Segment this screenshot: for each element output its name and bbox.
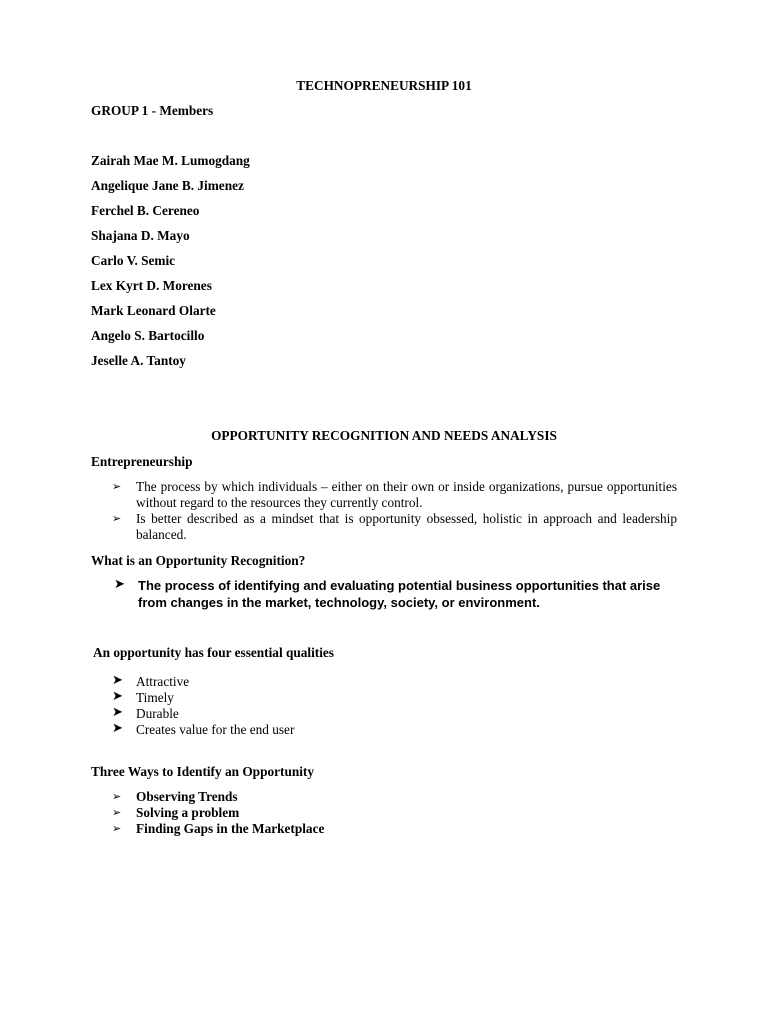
member-name: Zairah Mae M. Lumogdang bbox=[91, 153, 250, 168]
arrowhead-bullet-icon: ➤ bbox=[112, 705, 123, 720]
section-title: OPPORTUNITY RECOGNITION AND NEEDS ANALYSIS bbox=[211, 428, 557, 443]
entrepreneurship-heading: Entrepreneurship bbox=[91, 454, 193, 469]
member-name: Angelo S. Bartocillo bbox=[91, 328, 205, 343]
member-name: Angelique Jane B. Jimenez bbox=[91, 178, 244, 193]
qualities-heading: An opportunity has four essential qualities bbox=[93, 645, 334, 660]
bullet-text: Creates value for the end user bbox=[136, 722, 295, 737]
arrowhead-bullet-icon: ➢ bbox=[112, 512, 122, 525]
group-label: GROUP 1 - Members bbox=[91, 103, 214, 118]
arrowhead-bullet-icon: ➤ bbox=[112, 673, 123, 688]
arrowhead-bullet-icon: ➤ bbox=[112, 721, 123, 736]
bullet-text: Observing Trends bbox=[136, 789, 238, 804]
bullet-text: Timely bbox=[136, 690, 174, 705]
bullet-text: The process of identifying and evaluating potential business opportunities that arise from changes in the market, technology, society, or environment. bbox=[138, 578, 661, 610]
member-name: Ferchel B. Cereneo bbox=[91, 203, 200, 218]
member-name: Mark Leonard Olarte bbox=[91, 303, 216, 318]
bullet-text: Is better described as a mindset that is opportunity obsessed, holistic in approach and leadership balanced. bbox=[136, 511, 677, 542]
arrowhead-bullet-icon: ➢ bbox=[112, 790, 122, 803]
bullet-text: Attractive bbox=[136, 674, 190, 689]
arrowhead-bullet-icon: ➢ bbox=[112, 822, 122, 835]
bullet-text: Durable bbox=[136, 706, 179, 721]
member-name: Shajana D. Mayo bbox=[91, 228, 190, 243]
bullet-text: Finding Gaps in the Marketplace bbox=[136, 821, 325, 836]
arrowhead-bullet-icon: ➤ bbox=[112, 689, 123, 704]
bullet-text: Solving a problem bbox=[136, 805, 240, 820]
member-name: Carlo V. Semic bbox=[91, 253, 176, 268]
member-name: Jeselle A. Tantoy bbox=[91, 353, 186, 368]
course-title: TECHNOPRENEURSHIP 101 bbox=[296, 78, 472, 93]
opportunity-recognition-heading: What is an Opportunity Recognition? bbox=[91, 553, 306, 568]
ways-heading: Three Ways to Identify an Opportunity bbox=[91, 764, 315, 779]
bullet-text: The process by which individuals – either on their own or inside organizations, pursue opportunities without regard to the resources they currently control. bbox=[136, 479, 677, 510]
arrowhead-bullet-icon: ➢ bbox=[112, 480, 122, 493]
arrowhead-bullet-icon: ➢ bbox=[112, 806, 122, 819]
arrowhead-bullet-icon: ➤ bbox=[114, 577, 125, 592]
member-name: Lex Kyrt D. Morenes bbox=[91, 278, 212, 293]
